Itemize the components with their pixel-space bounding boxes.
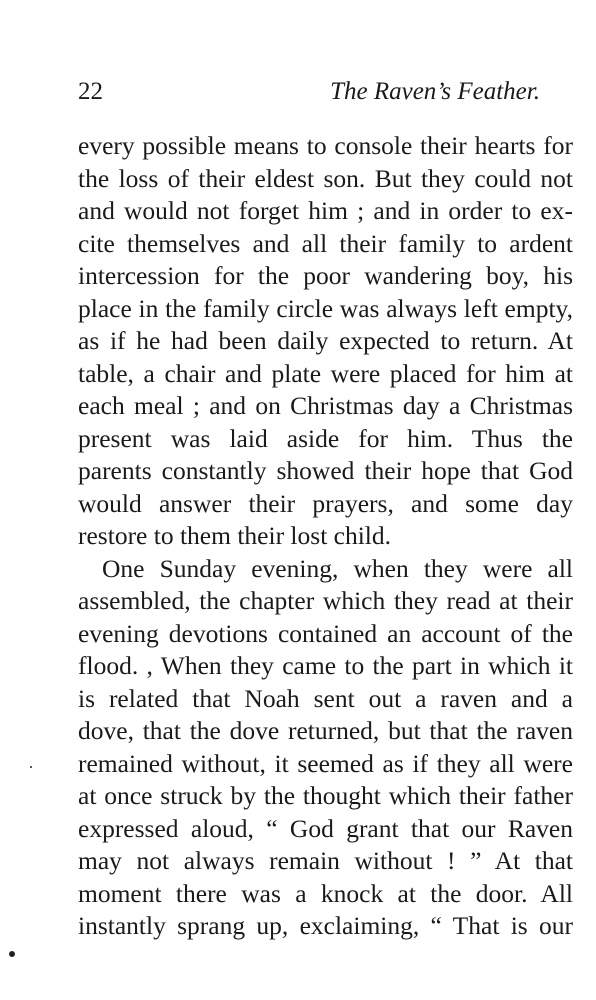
text-line: flood. , When they came to the part in which it xyxy=(78,651,573,680)
text-line: may not always remain without ! ” At that xyxy=(78,846,573,875)
text-line: intercession for the poor wandering boy, his xyxy=(78,261,573,290)
ink-speck xyxy=(30,766,32,768)
text-line: expressed aloud, “ God grant that our Raven xyxy=(78,813,573,843)
text-line: remained without, it seemed as if they all were xyxy=(78,748,573,778)
text-line: every possible means to console their hearts for xyxy=(78,131,573,160)
text-line: table, a chair and plate were placed for him at xyxy=(78,358,573,388)
text-line: assembled, the chapter which they read at their xyxy=(78,586,573,615)
body-text xyxy=(78,130,573,943)
text-line: dove, that the dove returned, but that the raven xyxy=(78,716,573,745)
text-line: parents constantly showed their hope that God xyxy=(78,456,573,485)
text-line: place in the family circle was always left empty, xyxy=(78,293,573,323)
ink-speck xyxy=(9,951,15,957)
running-title: The Raven’s Feather. xyxy=(330,78,540,105)
text-line: cite themselves and all their family to ardent xyxy=(78,228,573,258)
text-line: would answer their prayers, and some day xyxy=(78,488,573,518)
text-line: at once struck by the thought which their father xyxy=(78,781,573,810)
text-line: the loss of their eldest son. But they could not xyxy=(78,163,573,193)
text-line: present was laid aside for him. Thus the xyxy=(78,423,573,453)
page-number: 22 xyxy=(78,78,103,105)
text-line: and would not forget him ; and in order to ex- xyxy=(78,196,573,225)
paragraph-end-line: restore to them their lost child. xyxy=(78,521,392,550)
text-line: moment there was a knock at the door. All xyxy=(78,878,573,908)
text-line: as if he had been daily expected to return. At xyxy=(78,326,573,355)
text-line: evening devotions contained an account of the xyxy=(78,618,573,648)
running-head xyxy=(78,74,540,110)
paragraph-start-line: One Sunday evening, when they were all xyxy=(102,553,573,583)
text-line: is related that Noah sent out a raven and a xyxy=(78,683,573,713)
text-line: each meal ; and on Christmas day a Christmas xyxy=(78,391,573,420)
text-line: instantly sprang up, exclaiming, “ That is our xyxy=(78,911,573,940)
